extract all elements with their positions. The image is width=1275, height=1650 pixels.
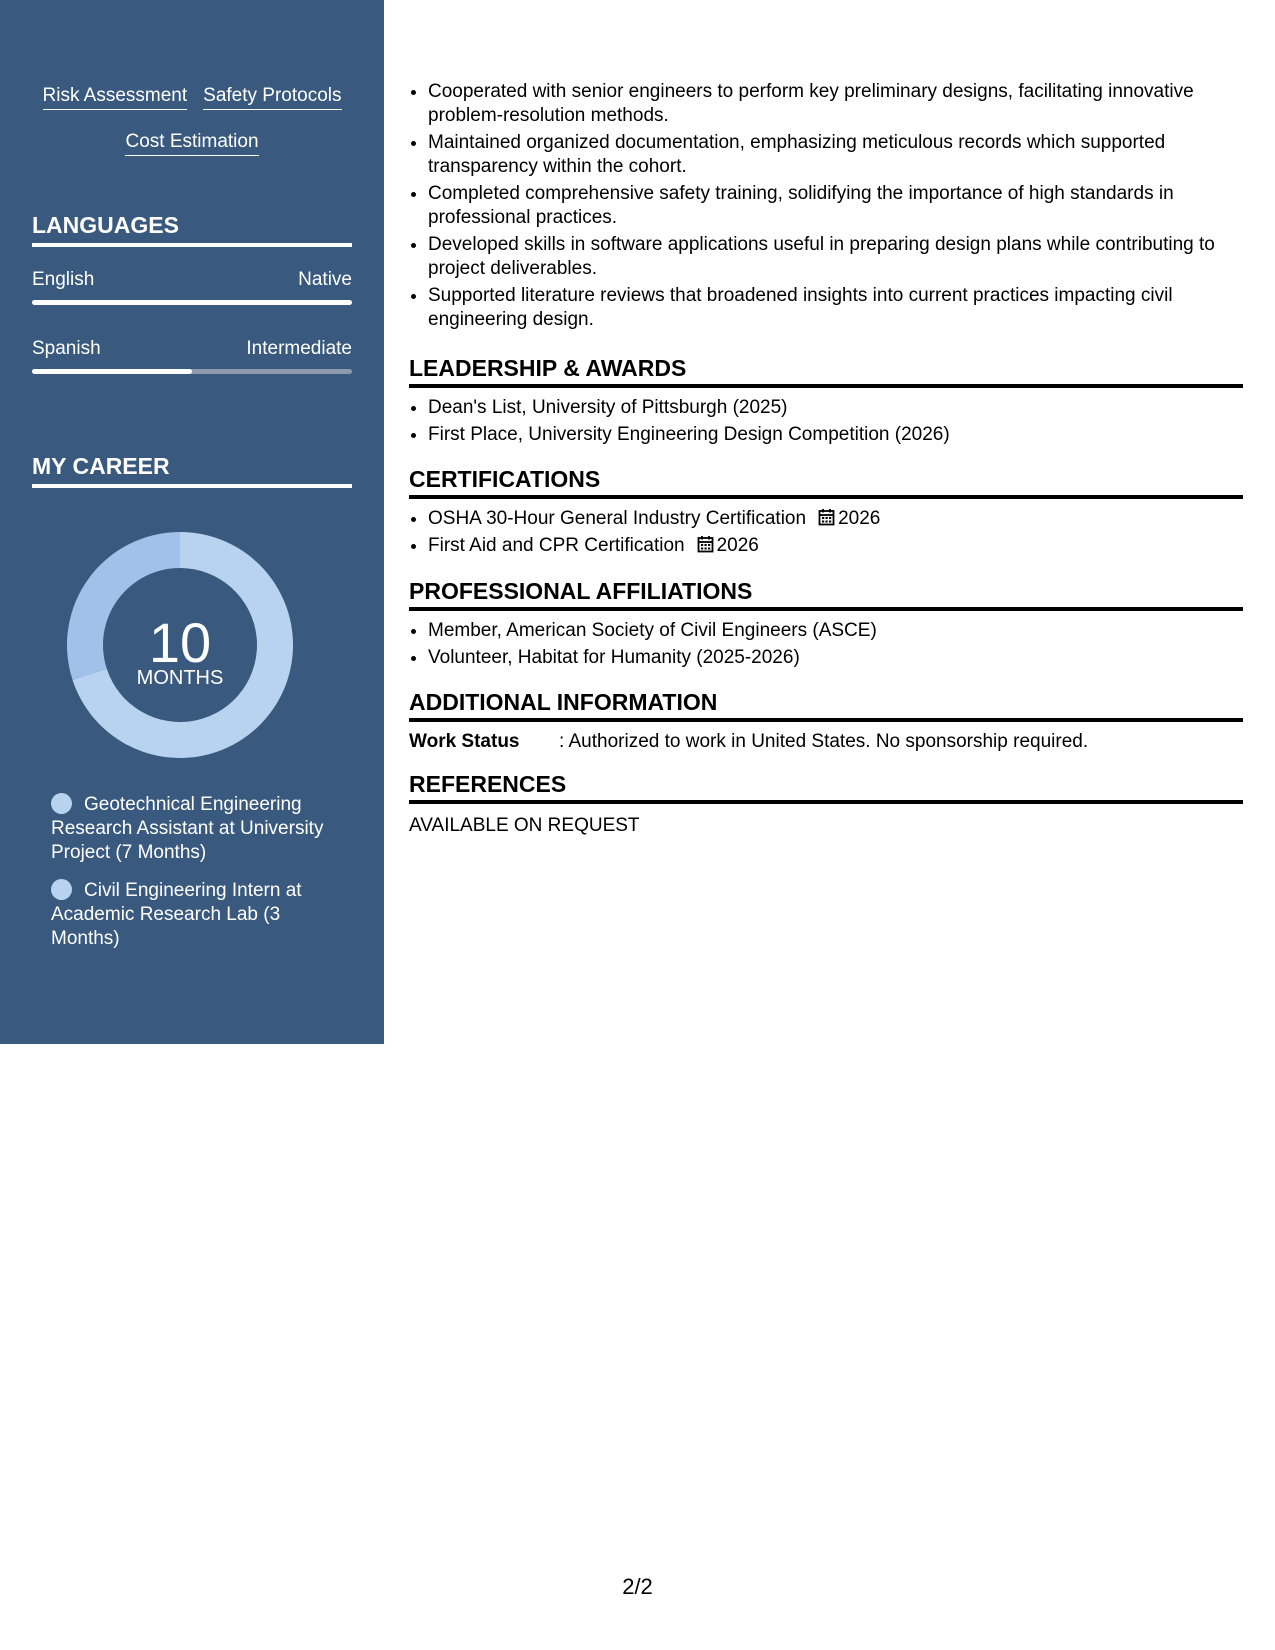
additional-info-heading: ADDITIONAL INFORMATION (409, 688, 1243, 722)
language-level: Native (298, 269, 352, 290)
skills-row (0, 84, 384, 110)
skills-row (0, 130, 384, 156)
career-item-label: Civil Engineering Intern at Academic Research Lab (3 Months) (51, 880, 302, 949)
certification-name: OSHA 30-Hour General Industry Certification (428, 508, 807, 529)
leadership-list (409, 396, 1262, 450)
certification-date (818, 508, 880, 529)
work-status (409, 730, 1243, 754)
skill-tag: Safety Protocols (203, 84, 341, 110)
career-item (51, 879, 331, 951)
certification-item (428, 534, 1262, 558)
career-total-unit: MONTHS (136, 667, 224, 689)
language-name: English (32, 269, 95, 290)
language-proficiency-fill (32, 369, 192, 374)
calendar-icon (697, 535, 714, 553)
affiliation-item: • Member, American Society of Civil Engineers (ASCE) (428, 619, 1262, 643)
sidebar (0, 0, 384, 1044)
career-total-number: 10 (148, 611, 212, 674)
career-dot-icon (51, 879, 72, 900)
experience-bullet: • Developed skills in software applications useful in preparing design plans while contributing to project deliverables. (428, 233, 1262, 281)
leadership-heading: LEADERSHIP & AWARDS (409, 354, 1243, 388)
certifications-heading: CERTIFICATIONS (409, 465, 1243, 499)
skill-tag: Risk Assessment (43, 84, 188, 110)
experience-bullet: • Maintained organized documentation, emphasizing meticulous records which supported transparency within the cohort. (428, 131, 1262, 179)
career-item-label: Geotechnical Engineering Research Assistant at University Project (7 Months) (51, 794, 324, 863)
affiliations-heading: PROFESSIONAL AFFILIATIONS (409, 577, 1243, 611)
calendar-icon (818, 508, 835, 526)
certification-year: 2026 (716, 535, 759, 556)
leadership-item: • Dean's List, University of Pittsburgh (2025) (428, 396, 1262, 420)
language-proficiency-fill (32, 300, 352, 305)
certification-name: First Aid and CPR Certification (428, 535, 685, 556)
leadership-item: • First Place, University Engineering Design Competition (2026) (428, 423, 1262, 447)
career-item (51, 793, 331, 865)
language-proficiency-bar (32, 300, 352, 305)
language-level: Intermediate (246, 338, 352, 359)
references-text: AVAILABLE ON REQUEST (409, 815, 640, 836)
language-name: Spanish (32, 338, 101, 359)
skill-tag: Cost Estimation (125, 130, 258, 156)
work-status-value: : Authorized to work in United States. No sponsorship required. (559, 731, 1089, 752)
language-proficiency-bar (32, 369, 352, 374)
experience-list (409, 80, 1262, 335)
experience-bullet: • Cooperated with senior engineers to perform key preliminary designs, facilitating innovative problem-resolution methods. (428, 80, 1262, 128)
affiliations-list (409, 619, 1262, 673)
languages-heading: LANGUAGES (32, 211, 352, 247)
certifications-list (409, 507, 1262, 561)
language-row (32, 268, 352, 292)
references-heading: REFERENCES (409, 770, 1243, 804)
experience-bullet: • Completed comprehensive safety training, solidifying the importance of high standards in professional practices. (428, 182, 1262, 230)
certification-item (428, 507, 1262, 531)
certification-date (697, 535, 759, 556)
language-row (32, 337, 352, 361)
experience-bullet: • Supported literature reviews that broadened insights into current practices impacting civil engineering design. (428, 284, 1262, 332)
career-dot-icon (51, 793, 72, 814)
career-donut-chart (67, 532, 293, 758)
career-heading: MY CAREER (32, 452, 352, 488)
work-status-label: Work Status (409, 731, 520, 752)
page-number: 2/2 (622, 1574, 653, 1599)
affiliation-item: • Volunteer, Habitat for Humanity (2025-2026) (428, 646, 1262, 670)
certification-year: 2026 (838, 508, 881, 529)
